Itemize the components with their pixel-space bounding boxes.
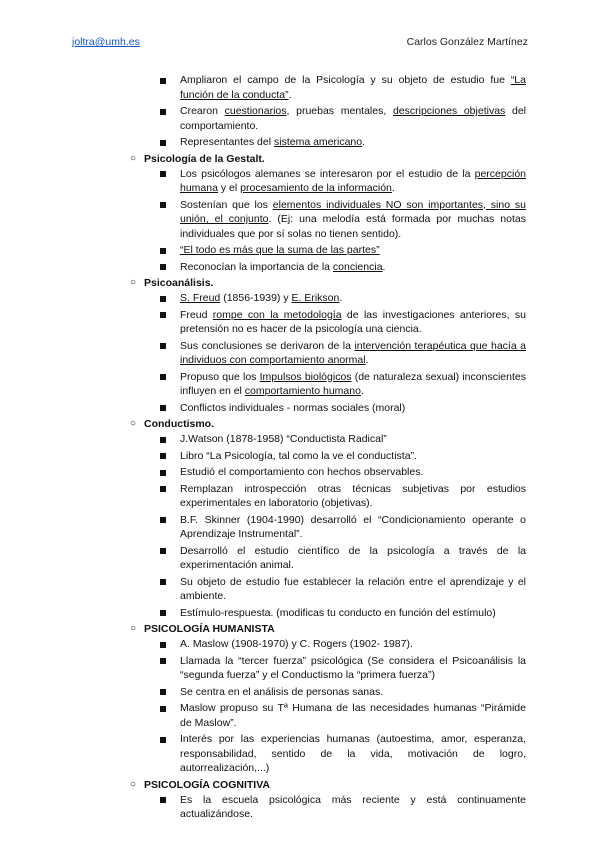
- square-bullet-icon: [160, 517, 166, 523]
- bullet-item: [180, 575, 526, 604]
- square-bullet-icon: [160, 610, 166, 616]
- circle-bullet-icon: ○: [129, 623, 137, 634]
- bullet-item: [180, 308, 526, 337]
- square-bullet-icon: [160, 296, 166, 302]
- underlined-phrase: procesamiento de la información: [240, 182, 392, 194]
- square-bullet-icon: [160, 78, 166, 84]
- intro-bullet-item: [180, 135, 526, 150]
- square-bullet-icon: [160, 797, 166, 803]
- bullet-text: Estudió el comportamiento con hechos observables.: [180, 466, 424, 478]
- square-bullet-icon: [160, 706, 166, 712]
- circle-bullet-icon: ○: [129, 152, 137, 164]
- bullet-text: Maslow propuso su Tª Humana de las necesidades humanas “Pirámide de Maslow”.: [180, 702, 526, 729]
- section-title: Psicología de la Gestalt.: [144, 152, 265, 165]
- bullet-text: Freud rompe con la metodología de las investigaciones anteriores, su pretensión no es hacer de la psicología una ciencia.: [180, 308, 526, 335]
- bullet-item: [180, 401, 526, 416]
- bullet-text: Estímulo-respuesta. (modificas tu conducto en función del estímulo): [180, 606, 496, 619]
- bullet-text: Su objeto de estudio fue establecer la relación entre el aprendizaje y el ambiente.: [180, 575, 526, 602]
- underlined-phrase: “La función de la conducta”: [180, 74, 526, 101]
- bullet-text: A. Maslow (1908-1970) y C. Rogers (1902- 1987).: [180, 638, 413, 650]
- bullet-text: Representantes del sistema americano.: [180, 136, 366, 148]
- square-bullet-icon: [160, 437, 166, 443]
- bullet-text: Crearon cuestionarios, pruebas mentales, descripciones objetivas del comportamiento.: [180, 105, 526, 132]
- bullet-item: [180, 701, 526, 730]
- bullet-text: Propuso que los Impulsos biológicos (de naturaleza sexual) inconscientes influyen en el comportamiento humano.: [180, 370, 526, 397]
- bullet-item: [180, 243, 526, 258]
- bullet-text: S. Freud (1856-1939) y E. Erikson.: [180, 292, 343, 304]
- square-bullet-icon: [160, 343, 166, 349]
- square-bullet-icon: [160, 470, 166, 476]
- section-heading: [0, 276, 600, 290]
- bullet-text: Ampliaron el campo de la Psicología y su objeto de estudio fue “La función de la conducta”.: [180, 74, 526, 101]
- intro-bullet-item: [180, 104, 526, 133]
- bullet-item: [180, 685, 526, 700]
- bullet-item: [180, 260, 526, 275]
- square-bullet-icon: [160, 312, 166, 318]
- square-bullet-icon: [160, 202, 166, 208]
- underlined-phrase: cuestionarios: [224, 105, 287, 117]
- bullet-item: [180, 167, 526, 196]
- bullet-text: Sus conclusiones se derivaron de la intervención terapéutica que hacía a individuos con comportamiento anormal.: [180, 339, 526, 366]
- bullet-item: [180, 198, 526, 242]
- bullet-text: Libro “La Psicología, tal como la ve el conductista”.: [180, 449, 417, 462]
- square-bullet-icon: [160, 374, 166, 380]
- square-bullet-icon: [160, 486, 166, 492]
- underlined-phrase: Impulsos biológicos: [259, 370, 352, 383]
- square-bullet-icon: [160, 689, 166, 695]
- underlined-phrase: E. Erikson: [291, 292, 340, 304]
- section-heading: [0, 417, 600, 431]
- section-title: PSICOLOGÍA COGNITIVA: [144, 778, 271, 791]
- bullet-text: Remplazan introspección otras técnicas subjetivas por estudios experimentales en laboratorio (objetivas).: [180, 482, 526, 509]
- bullet-item: [180, 513, 526, 542]
- page-header: [72, 36, 528, 52]
- document-body: [0, 73, 600, 824]
- bullet-text: Interés por las experiencias humanas (autoestima, amor, esperanza, responsabilidad, sentido de la vida, motivación de logro, autorrealización,...): [180, 733, 526, 774]
- bullet-item: [180, 465, 526, 480]
- square-bullet-icon: [160, 642, 166, 648]
- square-bullet-icon: [160, 405, 166, 411]
- bullet-item: [180, 654, 526, 683]
- square-bullet-icon: [160, 264, 166, 270]
- square-bullet-icon: [160, 453, 166, 459]
- bullet-text: Desarrolló el estudio científico de la psicología a través de la experimentación animal.: [180, 544, 526, 571]
- bullet-item: [180, 482, 526, 511]
- bullet-item: [180, 732, 526, 776]
- section-heading: [0, 778, 600, 792]
- circle-bullet-icon: ○: [129, 277, 137, 288]
- bullet-item: [180, 637, 526, 652]
- circle-bullet-icon: ○: [129, 778, 137, 790]
- bullet-item: [180, 432, 526, 447]
- bullet-item: [180, 449, 526, 464]
- square-bullet-icon: [160, 737, 166, 743]
- bullet-text: Es la escuela psicológica más reciente y está continuamente actualizándose.: [180, 793, 526, 820]
- underlined-phrase: “El todo es más que la suma de las partes”: [180, 244, 380, 256]
- square-bullet-icon: [160, 579, 166, 585]
- square-bullet-icon: [160, 140, 166, 146]
- underlined-phrase: sistema americano: [273, 136, 363, 148]
- square-bullet-icon: [160, 109, 166, 115]
- underlined-phrase: percepción humana: [180, 167, 526, 194]
- bullet-text: B.F. Skinner (1904-1990) desarrolló el “Condicionamiento operante o Aprendizaje Instrumental”.: [180, 513, 526, 540]
- bullet-text: Conflictos individuales - normas sociales (moral): [180, 401, 406, 414]
- bullet-item: [180, 291, 526, 306]
- underlined-phrase: rompe con la metodología: [212, 308, 342, 321]
- bullet-text: Sostenían que los elementos individuales NO son importantes, sino su unión, el conjunto. (Ej: una melodía está formada por muchas notas individuales que por sí solas no tienen sentido).: [180, 198, 526, 240]
- bullet-item: [180, 544, 526, 573]
- bullet-item: [180, 606, 526, 621]
- section-title: PSICOLOGÍA HUMANISTA: [144, 623, 275, 635]
- bullet-text: J.Watson (1878-1958) “Conductista Radical”: [180, 433, 387, 445]
- intro-bullet-item: [180, 73, 526, 102]
- bullet-text: [180, 244, 380, 256]
- section-heading: [0, 152, 600, 166]
- bullet-text: Los psicólogos alemanes se interesaron por el estudio de la percepción humana y el procesamiento de la información.: [180, 167, 526, 194]
- bullet-text: Se centra en el análisis de personas sanas.: [180, 685, 384, 698]
- underlined-phrase: S. Freud: [180, 292, 221, 304]
- square-bullet-icon: [160, 658, 166, 664]
- circle-bullet-icon: ○: [129, 418, 137, 429]
- section-title: Conductismo.: [144, 418, 214, 430]
- bullet-item: [180, 339, 526, 368]
- square-bullet-icon: [160, 171, 166, 177]
- author-name: Carlos González Martínez: [406, 36, 528, 48]
- underlined-phrase: conciencia: [332, 260, 383, 273]
- bullet-item: [180, 370, 526, 399]
- section-title: Psicoanálisis.: [144, 277, 214, 289]
- square-bullet-icon: [160, 548, 166, 554]
- author-email-link[interactable]: joltra@umh.es: [72, 36, 140, 48]
- underlined-phrase: descripciones objetivas: [392, 105, 506, 117]
- bullet-item: [180, 793, 526, 822]
- bullet-text: Llamada la “tercer fuerza” psicológica (Se considera el Psicoanálisis la “segunda fuerza” y el Conductismo la “primera fuerza”): [180, 654, 526, 681]
- section-heading: [0, 622, 600, 636]
- underlined-phrase: comportamiento humano: [244, 385, 361, 397]
- square-bullet-icon: [160, 248, 166, 254]
- bullet-text: Reconocían la importancia de la conciencia.: [180, 260, 386, 273]
- underlined-phrase: elementos individuales NO son importantes, sino su unión, el conjunto: [180, 198, 526, 225]
- underlined-phrase: intervención terapéutica que hacía a individuos con comportamiento anormal: [180, 339, 526, 366]
